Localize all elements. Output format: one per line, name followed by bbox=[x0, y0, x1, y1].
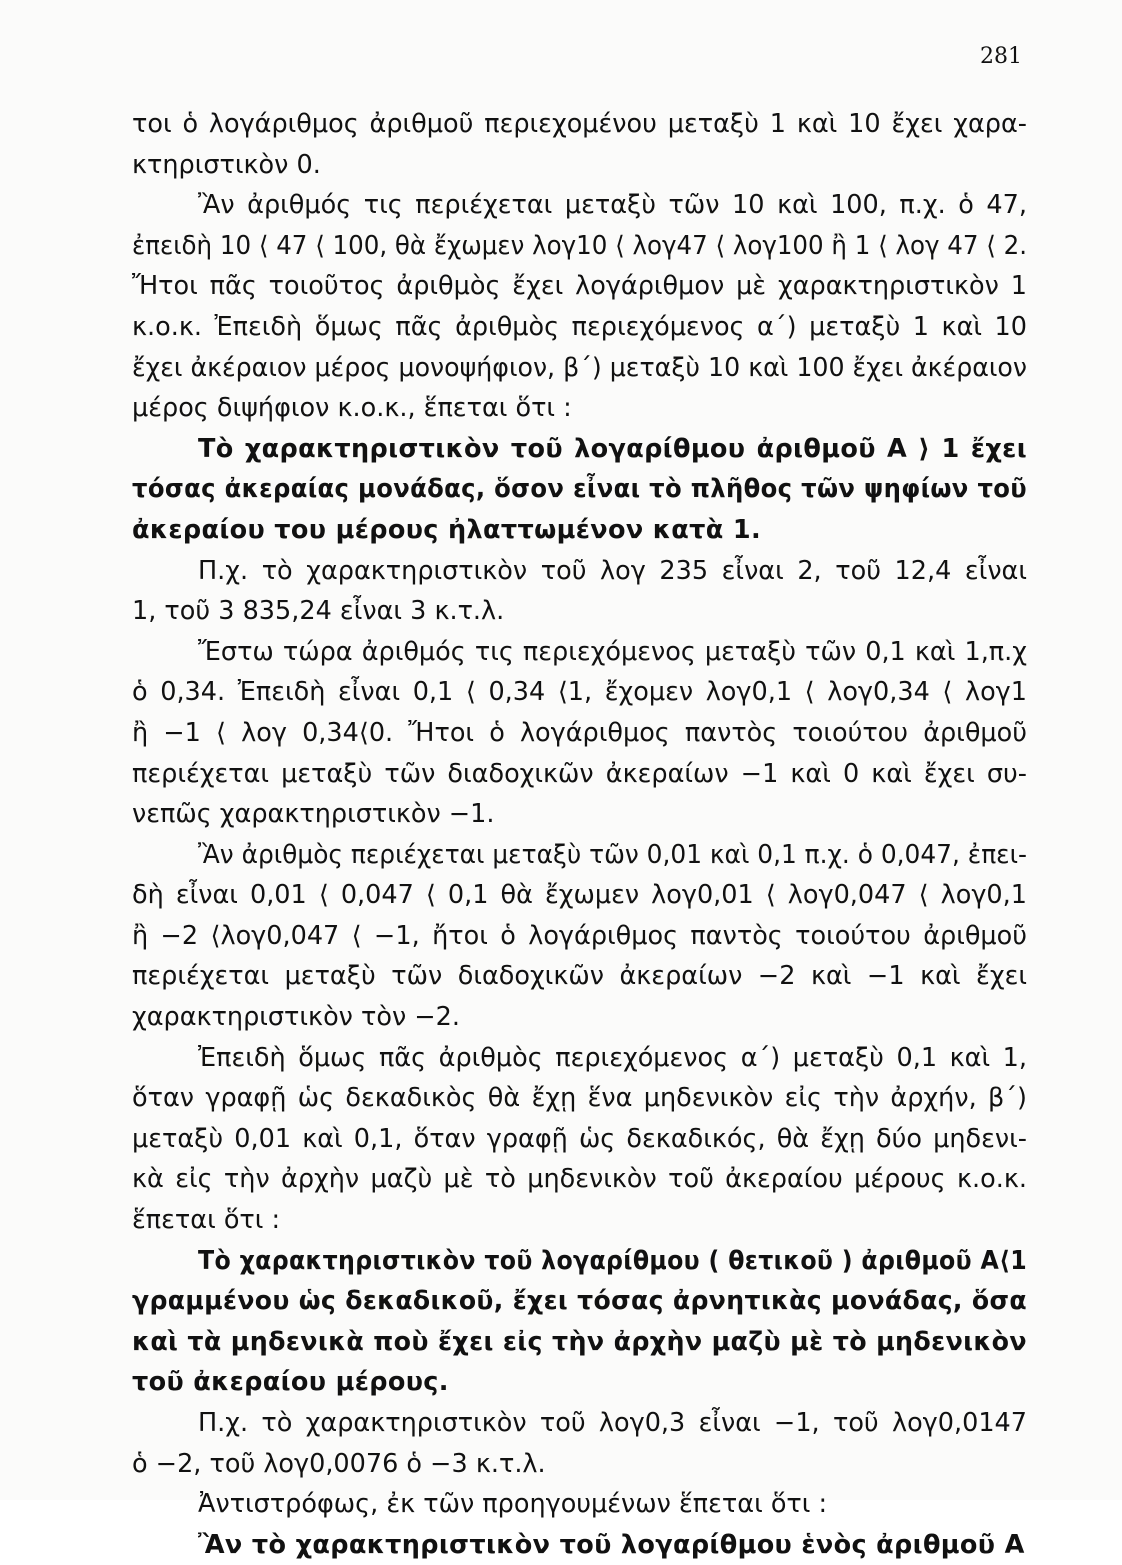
text-line: ὅταν γραφῇ ὡς δεκαδικὸς θὰ ἔχῃ ἕνα μηδενικὸν εἰς τὴν ἀρχήν, β΄) bbox=[132, 1083, 1027, 1114]
text-line: τοι ὁ λογάριθμος ἀριθμοῦ περιεχομένου μεταξὺ 1 καὶ 10 ἔχει χαρα- bbox=[132, 109, 1027, 139]
text-line: ἢ −2 ⟨λογ0,047 ⟨ −1, ἤτοι ὁ λογάριθμος παντὸς τοιούτου ἀριθμοῦ bbox=[132, 920, 1027, 951]
text-line: μεταξὺ 0,01 καὶ 0,1, ὅταν γραφῇ ὡς δεκαδικός, θὰ ἔχῃ δύο μηδενι- bbox=[132, 1123, 1027, 1154]
text-line: ὁ 0,34. Ἐπειδὴ εἶναι 0,1 ⟨ 0,34 ⟨1, ἔχομεν λογ0,1 ⟨ λογ0,34 ⟨ λογ1 bbox=[132, 677, 1027, 708]
text-line: δὴ εἶναι 0,01 ⟨ 0,047 ⟨ 0,1 θὰ ἔχωμεν λογ0,01 ⟨ λογ0,047 ⟨ λογ0,1 bbox=[132, 880, 1027, 911]
text-line: ἕπεται ὅτι : bbox=[132, 1205, 281, 1236]
text-line: ὁ −2, τοῦ λογ0,0076 ὁ −3 κ.τ.λ. bbox=[132, 1448, 546, 1479]
theorem-text-line: καὶ τὰ μηδενικὰ ποὺ ἔχει εἰς τὴν ἀρχὴν μαζὺ μὲ τὸ μηδενικὸν bbox=[132, 1326, 1027, 1357]
text-line: μέρος διψήφιον κ.ο.κ., ἕπεται ὅτι : bbox=[132, 393, 572, 424]
text-line: Π.χ. τὸ χαρακτηριστικὸν τοῦ λογ 235 εἶναι 2, τοῦ 12,4 εἶναι bbox=[198, 555, 1027, 586]
text-line: νεπῶς χαρακτηριστικὸν −1. bbox=[132, 799, 495, 830]
text-line: 1, τοῦ 3 835,24 εἶναι 3 κ.τ.λ. bbox=[132, 596, 505, 627]
theorem-text-line: γραμμένου ὡς δεκαδικοῦ, ἔχει τόσας ἀρνητικὰς μονάδας, ὅσα bbox=[132, 1286, 1027, 1317]
text-line: Ἀντιστρόφως, ἐκ τῶν προηγουμένων ἕπεται ὅτι : bbox=[198, 1489, 828, 1520]
theorem-text-line: Ἂν τὸ χαρακτηριστικὸν τοῦ λογαρίθμου ἑνὸς ἀριθμοῦ Α bbox=[198, 1529, 1025, 1560]
text-line: κὰ εἰς τὴν ἀρχὴν μαζὺ μὲ τὸ μηδενικὸν τοῦ ἀκεραίου μέρους κ.ο.κ. bbox=[132, 1164, 1027, 1195]
text-line: περιέχεται μεταξὺ τῶν διαδοχικῶν ἀκεραίων −1 καὶ 0 καὶ ἔχει συ- bbox=[132, 758, 1027, 789]
text-line: χαρακτηριστικὸν τὸν −2. bbox=[132, 1002, 461, 1033]
text-line: ἢ −1 ⟨ λογ 0,34⟨0. Ἤτοι ὁ λογάριθμος παντὸς τοιούτου ἀριθμοῦ bbox=[132, 717, 1027, 748]
text-line: Ἂν ἀριθμὸς περιέχεται μεταξὺ τῶν 0,01 καὶ 0,1 π.χ. ὁ 0,047, ἐπει- bbox=[198, 839, 1027, 870]
text-line: Π.χ. τὸ χαρακτηριστικὸν τοῦ λογ0,3 εἶναι −1, τοῦ λογ0,0147 bbox=[198, 1408, 1027, 1438]
theorem-text-line: ἀκεραίου του μέρους ἠλαττωμένον κατὰ 1. bbox=[132, 514, 761, 545]
theorem-text-line: Τὸ χαρακτηριστικὸν τοῦ λογαρίθμου ( θετικοῦ ) ἀριθμοῦ Α⟨1 bbox=[198, 1245, 1027, 1276]
page-text-body bbox=[132, 104, 1027, 1565]
theorem-text-line: Τὸ χαρακτηριστικὸν τοῦ λογαρίθμου ἀριθμοῦ Α ⟩ 1 ἔχει bbox=[198, 433, 1027, 464]
theorem-text-line: τοῦ ἀκεραίου μέρους. bbox=[132, 1367, 449, 1398]
page-number: 281 bbox=[980, 44, 1022, 69]
text-line: Ἤτοι πᾶς τοιοῦτος ἀριθμὸς ἔχει λογάριθμον μὲ χαρακτηριστικὸν 1 bbox=[132, 271, 1027, 302]
text-line: κ.ο.κ. Ἐπειδὴ ὅμως πᾶς ἀριθμὸς περιεχόμενος α΄) μεταξὺ 1 καὶ 10 bbox=[132, 311, 1027, 342]
text-line: ἐπειδὴ 10 ⟨ 47 ⟨ 100, θὰ ἔχωμεν λογ10 ⟨ λογ47 ⟨ λογ100 ἢ 1 ⟨ λογ 47 ⟨ 2. bbox=[132, 230, 1027, 261]
text-line: Ἔστω τώρα ἀριθμός τις περιεχόμενος μεταξὺ τῶν 0,1 καὶ 1,π.χ bbox=[198, 636, 1027, 667]
theorem-text-line: τόσας ἀκεραίας μονάδας, ὅσον εἶναι τὸ πλῆθος τῶν ψηφίων τοῦ bbox=[132, 474, 1027, 505]
text-line: Ἂν ἀριθμός τις περιέχεται μεταξὺ τῶν 10 καὶ 100, π.χ. ὁ 47, bbox=[198, 190, 1027, 221]
text-line: ἔχει ἀκέραιον μέρος μονοψήφιον, β΄) μεταξὺ 10 καὶ 100 ἔχει ἀκέραιον bbox=[132, 352, 1027, 383]
text-line: Ἐπειδὴ ὅμως πᾶς ἀριθμὸς περιεχόμενος α΄) μεταξὺ 0,1 καὶ 1, bbox=[198, 1042, 1027, 1073]
text-line: περιέχεται μεταξὺ τῶν διαδοχικῶν ἀκεραίων −2 καὶ −1 καὶ ἔχει bbox=[132, 961, 1027, 992]
text-line: κτηριστικὸν 0. bbox=[132, 149, 321, 180]
